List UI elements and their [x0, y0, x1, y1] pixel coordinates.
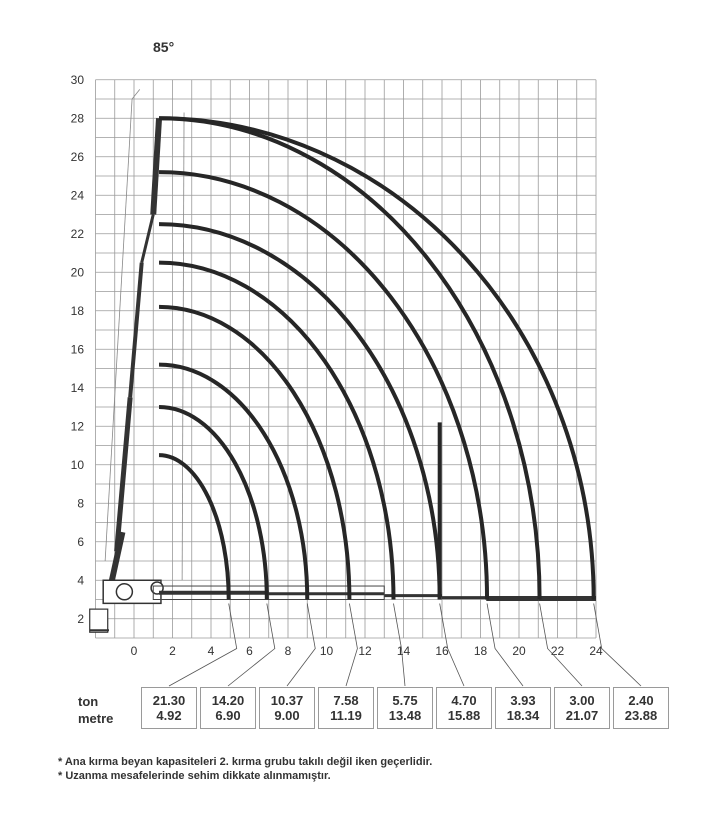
- y-tick-label: 4: [77, 573, 84, 588]
- y-tick-label: 10: [70, 457, 84, 472]
- note-1: * Ana kırma beyan kapasiteleri 2. kırma grubu takılı değil iken geçerlidir.: [58, 756, 433, 768]
- x-tick-label: 0: [130, 644, 138, 658]
- x-tick-label: 6: [246, 644, 253, 658]
- capacity-ton: 14.20: [211, 693, 245, 708]
- y-tick-label: 22: [70, 226, 84, 241]
- y-tick-label: 8: [77, 496, 84, 511]
- y-tick-label: 18: [70, 303, 84, 318]
- y-tick-label: 12: [70, 419, 84, 434]
- capacity-metre: 21.07: [565, 708, 599, 723]
- y-tick-label: 20: [70, 265, 84, 280]
- y-tick-label: 16: [70, 342, 84, 357]
- leader-line: [346, 604, 357, 687]
- leader-line: [169, 604, 237, 687]
- reach-curves: [159, 118, 594, 599]
- reach-curve: [159, 224, 440, 599]
- reach-curve: [159, 455, 229, 599]
- boom-section: [142, 215, 154, 263]
- reach-curve: [159, 307, 349, 600]
- x-tick-label: 4: [207, 644, 215, 658]
- capacity-metre: 4.92: [156, 708, 182, 723]
- capacity-cell: [259, 687, 315, 729]
- ton-row-label: ton: [78, 694, 99, 709]
- capacity-metre: 13.48: [388, 708, 422, 723]
- crane-turret: [116, 584, 132, 600]
- x-tick-label: 18: [473, 644, 488, 658]
- x-tick-label: 2: [169, 644, 176, 658]
- stabilizer: [90, 609, 108, 632]
- x-tick-label: 16: [435, 644, 449, 658]
- leader-line: [594, 604, 641, 687]
- boom-angle-label: 85°: [153, 39, 175, 55]
- capacity-cell: [141, 687, 197, 729]
- capacity-ton: 2.40: [628, 693, 654, 708]
- y-tick-label: 2: [77, 611, 84, 626]
- capacity-metre: 9.00: [274, 708, 300, 723]
- y-tick-label: 30: [70, 72, 84, 87]
- angle-guide: [182, 112, 184, 580]
- capacity-cell: [436, 687, 492, 729]
- angle-guide: [132, 89, 140, 99]
- x-tick-label: 10: [319, 644, 334, 658]
- x-tick-label: 20: [512, 644, 526, 658]
- capacity-cell: [554, 687, 610, 729]
- capacity-ton: 3.00: [569, 693, 595, 708]
- y-tick-label: 6: [77, 534, 84, 549]
- capacity-metre: 6.90: [215, 708, 241, 723]
- x-tick-label: 24: [589, 644, 603, 658]
- x-tick-label: 8: [284, 644, 292, 658]
- reach-curve: [159, 365, 307, 600]
- capacity-cell: [200, 687, 256, 729]
- capacity-cell: [377, 687, 433, 729]
- y-tick-label: 14: [70, 380, 84, 395]
- boom-section: [153, 118, 159, 214]
- x-tick-label: 14: [396, 644, 411, 658]
- boom-section: [117, 397, 130, 551]
- x-tick-label: 22: [550, 644, 565, 658]
- capacity-ton: 4.70: [451, 693, 477, 708]
- capacity-ton: 3.93: [510, 693, 536, 708]
- capacity-metre: 18.34: [506, 708, 540, 723]
- capacity-ton: 5.75: [392, 693, 418, 708]
- capacity-metre: 23.88: [624, 708, 658, 723]
- y-tick-label: 24: [70, 188, 84, 203]
- capacity-metre: 11.19: [330, 708, 362, 723]
- capacity-cell: [318, 687, 374, 729]
- capacity-ton: 7.58: [333, 693, 359, 708]
- x-tick-label: 12: [358, 644, 372, 658]
- capacity-cell: [495, 687, 551, 729]
- capacity-ton: 21.30: [152, 693, 186, 708]
- capacity-cell: [613, 687, 669, 729]
- y-tick-label: 28: [70, 111, 84, 126]
- metre-row-label: metre: [78, 711, 114, 726]
- note-2: * Uzanma mesafelerinde sehim dikkate alınmamıştır.: [58, 770, 331, 782]
- y-tick-label: 26: [70, 149, 84, 164]
- capacity-ton: 10.37: [270, 693, 304, 708]
- capacity-metre: 15.88: [447, 708, 481, 723]
